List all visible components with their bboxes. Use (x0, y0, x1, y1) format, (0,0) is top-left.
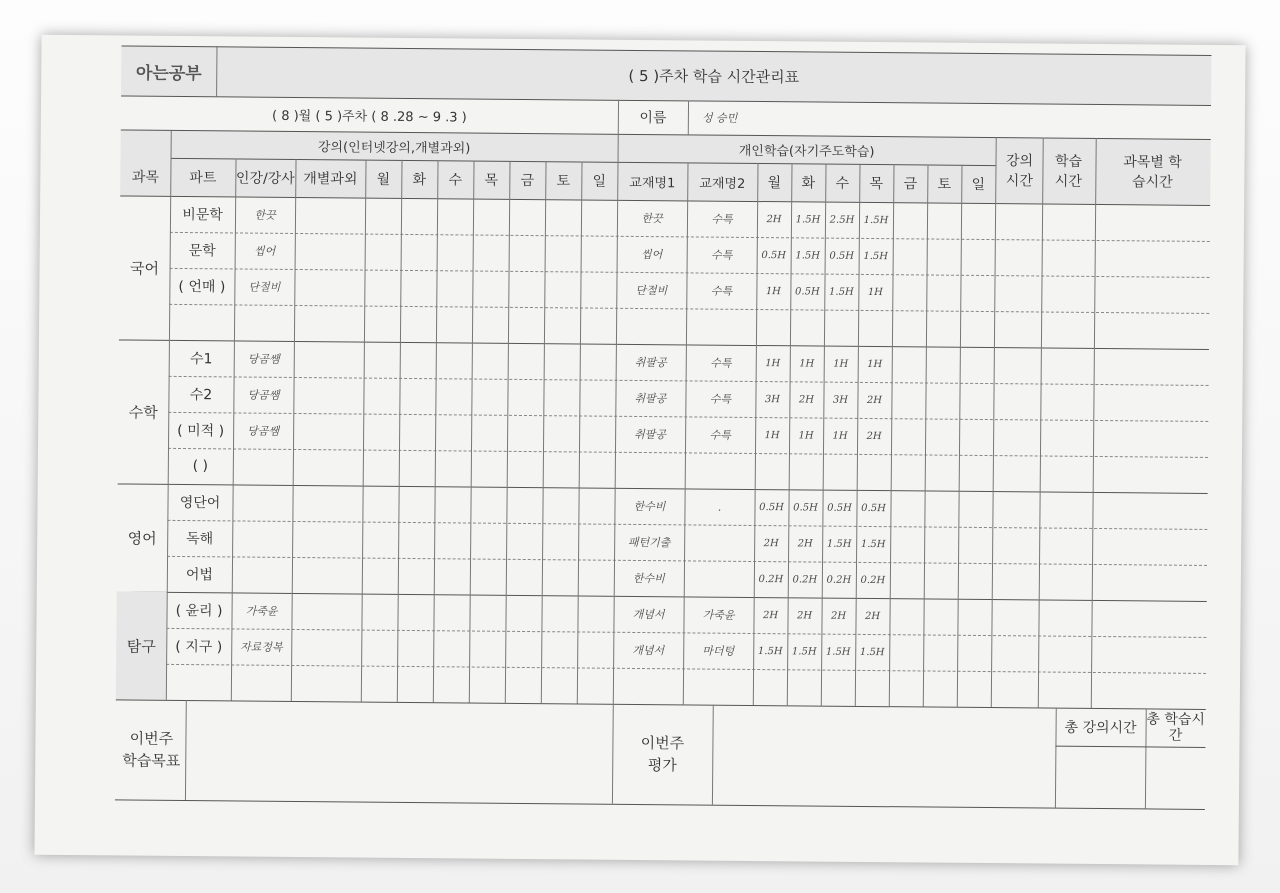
self-day-3: 목 (869, 175, 884, 193)
self-study-section-header: 개인학습(자기주도학습) (738, 143, 875, 160)
student-name: 성 승민 (701, 111, 738, 125)
row-part: 비문학 (182, 206, 223, 224)
row-part: 수2 (189, 387, 213, 404)
row-book1: 한수비 (633, 499, 666, 514)
row-instructor (232, 556, 292, 593)
column-line (541, 161, 547, 703)
row-self-day-3: 2H (864, 610, 881, 622)
name-label: 이름 (639, 109, 667, 127)
row-instructor (232, 520, 292, 557)
self-day-4: 금 (903, 176, 918, 193)
row-book1: 취팔공 (634, 355, 667, 370)
column-line (1091, 138, 1097, 708)
row-book1: 취팔공 (634, 427, 667, 442)
row-self-day-1: 2H (798, 393, 815, 406)
row-instructor: 당곰쌤 (247, 388, 280, 402)
row-self-day-2: 1H (832, 430, 848, 442)
row-part: 어법 (185, 567, 213, 584)
row-self-day-1: 0.2H (792, 573, 818, 586)
column-line (433, 160, 439, 702)
column-tutoring: 개별과외 (303, 171, 358, 188)
row-book2: 수특 (709, 392, 732, 406)
row-self-day-1: 1.5H (791, 645, 817, 658)
column-line (1038, 138, 1044, 708)
row-book1 (616, 308, 686, 345)
row-self-day-2: 1.5H (825, 646, 851, 658)
lecture-day-0: 월 (376, 171, 391, 188)
column-line (361, 160, 367, 702)
lecture-section-header: 강의(인터넷강의,개별과외) (317, 139, 471, 157)
row-book2: 수특 (710, 284, 733, 298)
row-part: ( 지구 ) (175, 638, 223, 656)
row-self-day-3: 0.2H (860, 574, 886, 586)
row-self-day-1: 2H (797, 537, 813, 550)
row-self-day-0: 2H (763, 537, 779, 549)
column-line (577, 161, 583, 703)
row-book1: 패턴기출 (627, 535, 671, 550)
row-instructor (231, 664, 291, 701)
row-self-day-2: 2H (830, 610, 847, 622)
row-self-day-1: 1H (798, 429, 814, 442)
lecture-day-3: 목 (484, 172, 499, 189)
row-book1 (613, 668, 683, 705)
lecture-day-2: 수 (448, 172, 463, 189)
row-book2: 수특 (711, 248, 733, 262)
study-time-table (115, 45, 1212, 844)
row-self-day-2: 3H (832, 394, 849, 406)
row-part: ( 언매 ) (178, 278, 226, 296)
column-subject-time: 과목별 학습시간 (1123, 154, 1182, 191)
row-part: 문학 (188, 243, 216, 260)
worksheet-paper (34, 35, 1245, 865)
total-lecture-label: 총 강의시간 (1064, 719, 1137, 737)
row-instructor: 자료정복 (239, 640, 283, 654)
row-instructor: 당곰쌤 (247, 352, 280, 366)
subject-3: 탐구 (126, 637, 156, 656)
row-self-day-0: 1H (764, 429, 780, 441)
row-instructor (233, 448, 293, 485)
column-subject: 과목 (131, 169, 159, 186)
row-self-day-1: 2H (796, 609, 813, 622)
row-self-day-1: 0.5H (793, 501, 818, 514)
row-self-day-3: 0.5H (861, 502, 886, 514)
row-book1: 개념서 (632, 643, 665, 658)
row-book1: 한수비 (632, 571, 665, 586)
row-book2: 가죽윤 (702, 608, 735, 622)
row-book1: 단절비 (635, 283, 668, 298)
week-period: ( 8 )월 ( 5 )주차 ( 8 .28 ~ 9 .3 ) (271, 108, 467, 125)
row-self-day-0: 1.5H (757, 645, 783, 657)
row-self-day-3: 1.5H (859, 646, 885, 658)
row-self-day-0: 2H (766, 213, 782, 225)
row-book1 (615, 452, 685, 489)
weekly-eval-label: 이번주 평가 (640, 734, 685, 775)
row-instructor: 단절비 (248, 280, 281, 294)
row-book2 (685, 452, 755, 489)
subject-0: 국어 (129, 259, 160, 278)
row-instructor (232, 484, 292, 521)
row-self-day-1: 0.5H (795, 285, 820, 298)
row-self-day-3: 1H (867, 358, 883, 370)
subject-2: 영어 (127, 529, 157, 548)
lecture-day-1: 화 (412, 172, 427, 189)
row-instructor: 한끗 (254, 208, 276, 222)
row-book2: 수특 (709, 428, 731, 442)
row-self-day-0: 1H (765, 285, 781, 297)
worksheet-title: ( 5 )주차 학습 시간관리표 (628, 66, 800, 86)
row-self-day-2: 0.5H (827, 502, 852, 514)
row-part: ( 윤리 ) (175, 602, 223, 620)
self-day-6: 일 (971, 176, 986, 194)
lecture-day-5: 토 (556, 173, 571, 190)
row-self-day-2: 1.5H (829, 286, 854, 298)
row-part (169, 304, 234, 341)
row-book2: 수특 (711, 212, 733, 226)
row-book2: . (717, 500, 722, 514)
row-self-day-1: 1H (799, 357, 815, 370)
row-self-day-0: 0.5H (761, 249, 787, 261)
row-self-day-0: 0.2H (758, 573, 784, 585)
self-day-5: 토 (937, 176, 952, 193)
row-self-day-3: 2H (866, 430, 882, 442)
row-self-day-0: 3H (764, 393, 781, 405)
row-self-day-2: 0.2H (826, 574, 852, 586)
column-part: 파트 (189, 170, 217, 187)
column-line (505, 161, 511, 703)
total-study-label: 총 학습시간 (1146, 711, 1206, 744)
lecture-day-6: 일 (592, 173, 607, 190)
row-self-day-2: 1H (833, 358, 849, 370)
row-book2: 마더텅 (702, 644, 735, 658)
column-study-time: 학습 시간 (1054, 153, 1083, 190)
subject-1: 수학 (128, 403, 158, 422)
row-book1: 씹어 (641, 248, 663, 262)
column-lecture-time: 강의 시간 (1005, 153, 1034, 190)
row-self-day-2: 2.5H (829, 214, 855, 226)
logo: 아는공부 (135, 63, 202, 84)
row-part: 수1 (189, 351, 213, 368)
row-self-day-3: 2H (866, 394, 883, 406)
row-self-day-0: 2H (762, 609, 779, 621)
eval-divider (712, 705, 714, 805)
row-book2 (686, 308, 756, 345)
row-self-day-1: 1.5H (795, 249, 821, 262)
row-instructor: 가죽윤 (245, 604, 278, 618)
row-self-day-3: 1.5H (860, 538, 886, 550)
lecture-day-4: 금 (520, 172, 535, 190)
row-self-day-3: 1.5H (863, 250, 889, 262)
total-header-line (1055, 746, 1205, 748)
eval-left-divider (612, 704, 614, 804)
column-line (469, 161, 475, 703)
row-self-day-2: 1.5H (826, 538, 852, 550)
row-part: ( ) (192, 458, 209, 475)
row-part: ( 미적 ) (177, 422, 225, 440)
row-book1: 취팔공 (634, 391, 667, 406)
column-book1: 교재명1 (629, 175, 676, 191)
self-day-2: 수 (835, 175, 850, 192)
row-part: 독해 (186, 531, 214, 548)
row-part (166, 664, 231, 701)
row-instructor: 당곰쌤 (247, 424, 280, 438)
row-self-day-0: 0.5H (759, 501, 784, 513)
row-book2 (684, 560, 754, 597)
row-book1: 한끗 (641, 212, 663, 226)
column-instructor: 인강/강사 (235, 170, 295, 187)
row-instructor: 씹어 (254, 244, 276, 258)
weekly-goal-label: 이번주 학습목표 (122, 729, 181, 770)
row-self-day-1: 1.5H (795, 213, 821, 226)
column-line (957, 165, 963, 707)
row-book2 (683, 668, 753, 705)
row-self-day-2: 0.5H (829, 250, 855, 262)
row-self-day-3: 1H (867, 286, 883, 298)
row-self-day-0: 1H (765, 357, 781, 369)
column-book2: 교재명2 (699, 176, 746, 192)
column-line (991, 137, 997, 707)
row-book2: 수특 (710, 356, 732, 370)
row-instructor (234, 304, 294, 341)
self-day-0: 월 (767, 175, 782, 192)
goal-divider (185, 700, 187, 800)
row-book1: 개념서 (632, 607, 665, 622)
row-part: 영단어 (179, 494, 221, 512)
column-line (397, 160, 403, 702)
self-day-1: 화 (801, 175, 816, 192)
row-book2 (684, 524, 754, 561)
row-self-day-3: 1.5H (863, 214, 889, 226)
column-line (923, 164, 929, 706)
